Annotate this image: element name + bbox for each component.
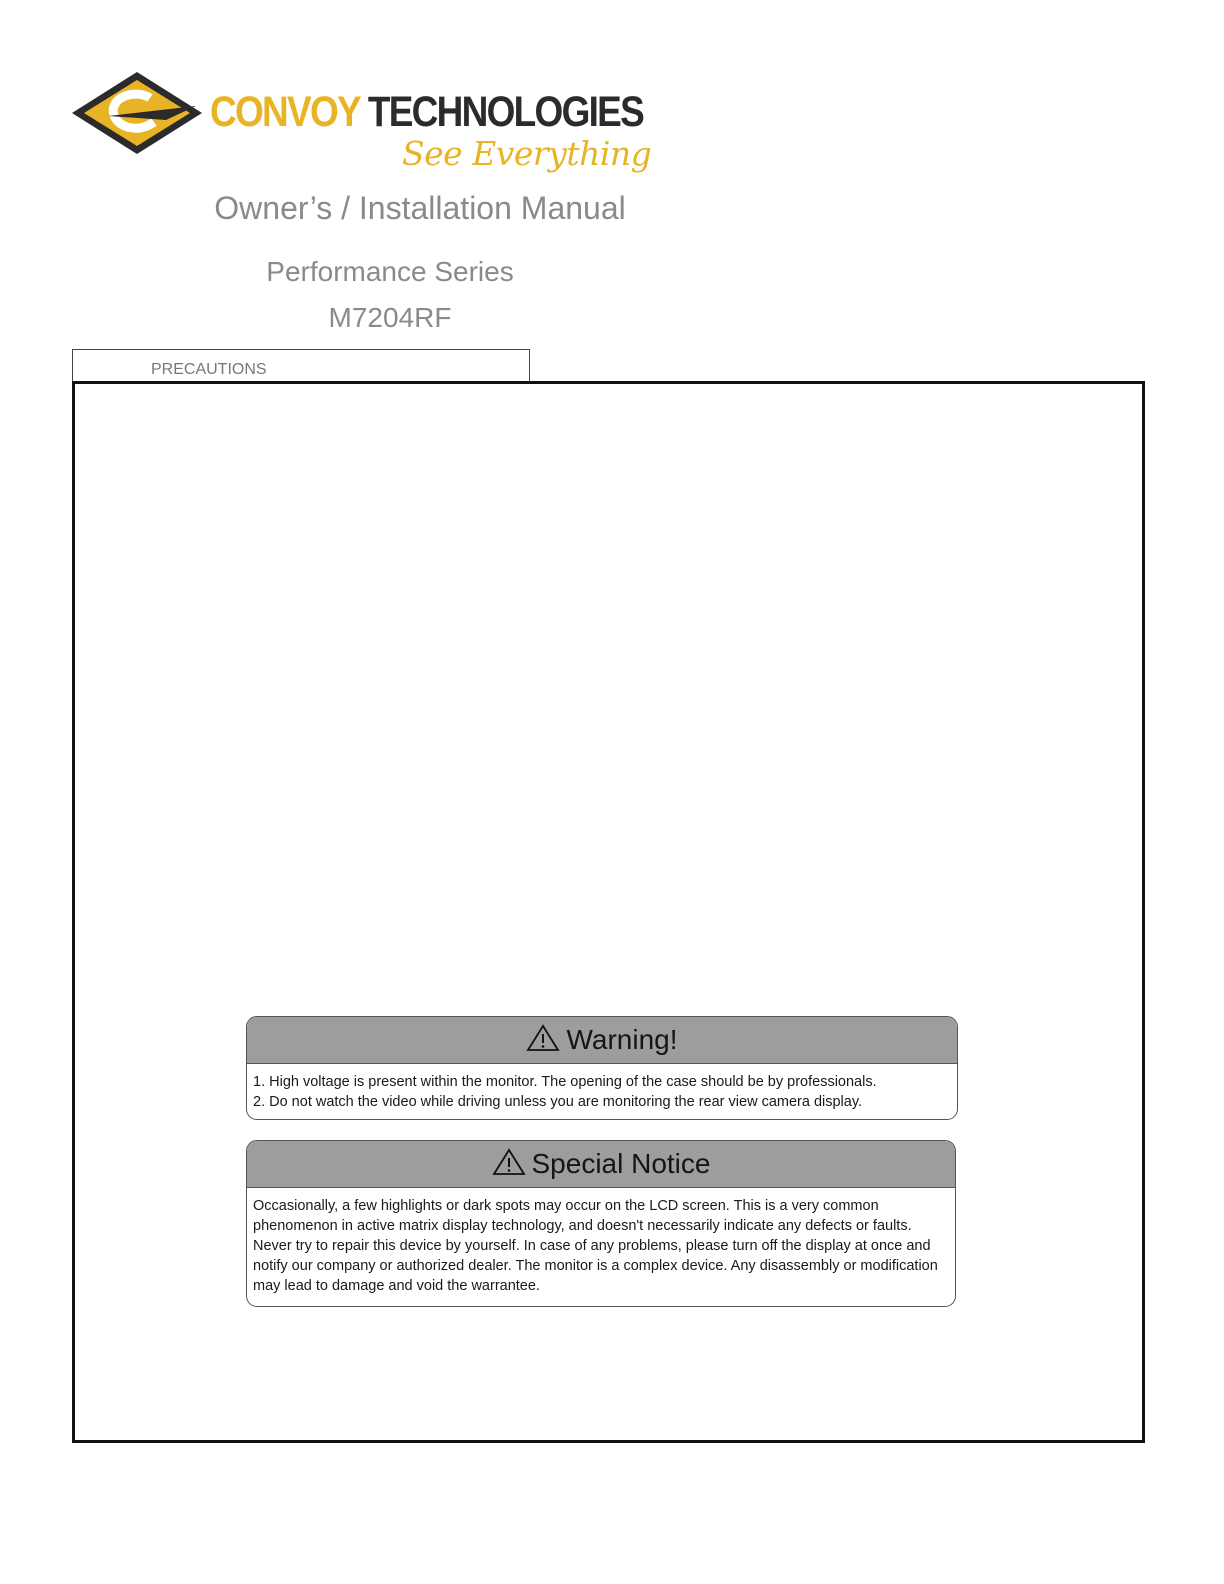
warning-triangle-icon (526, 1024, 560, 1057)
section-tab (72, 349, 530, 382)
warning-line: 1. High voltage is present within the monitor. The opening of the case should be by professionals. (253, 1074, 877, 1090)
notice-line: Occasionally, a few highlights or dark spots may occur on the LCD screen. This is a very common (253, 1198, 879, 1214)
warning-body (247, 1064, 957, 1118)
product-series: Performance Series (266, 256, 514, 287)
warning-triangle-icon (492, 1148, 526, 1181)
warning-title: Warning! (566, 1024, 678, 1055)
notice-line: may lead to damage and void the warrantee. (253, 1278, 540, 1294)
notice-line: Never try to repair this device by yourself. In case of any problems, please turn off the display at once and (253, 1238, 931, 1254)
special-notice-body (247, 1188, 955, 1302)
product-model: M7204RF (328, 302, 452, 333)
section-label: PRECAUTIONS (151, 361, 267, 378)
warning-panel (246, 1016, 958, 1120)
notice-line: phenomenon in active matrix display technology, and doesn't necessarily indicate any defects or faults. (253, 1218, 912, 1234)
brand-name (210, 88, 643, 137)
special-notice-title: Special Notice (531, 1148, 711, 1179)
brand-name-part1: CONVOY (210, 88, 360, 136)
special-notice-header (247, 1141, 955, 1188)
warning-panel-header (247, 1017, 957, 1064)
brand-name-part2: TECHNOLOGIES (367, 88, 644, 136)
special-notice-panel (246, 1140, 956, 1307)
warning-line: 2. Do not watch the video while driving unless you are monitoring the rear view camera display. (253, 1094, 863, 1110)
company-logo-icon (70, 70, 204, 156)
notice-line: notify our company or authorized dealer. The monitor is a complex device. Any disassembly or modification (253, 1258, 938, 1274)
brand-tagline: See Everything (402, 134, 652, 173)
page-title: Owner’s / Installation Manual (214, 190, 626, 226)
